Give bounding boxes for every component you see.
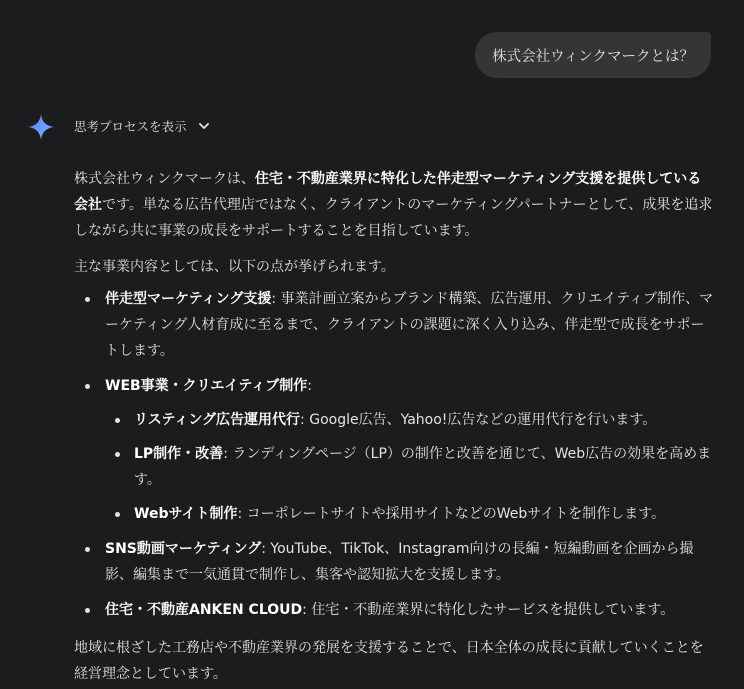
intro-suffix: です。単なる広告代理店ではなく、クライアントのマーケティングパートナーとして、成果を追求しながら共に事業の成長をサポートすることを目指しています。 bbox=[74, 197, 713, 239]
subitem-title: リスティング広告運用代行 bbox=[134, 412, 301, 428]
user-message-bubble bbox=[475, 32, 711, 78]
item-title: 伴走型マーケティング支援 bbox=[105, 291, 272, 307]
business-list bbox=[74, 286, 714, 623]
show-thoughts-label: 思考プロセスを表示 bbox=[74, 119, 187, 134]
sublist-item bbox=[105, 407, 714, 433]
item-desc: : bbox=[307, 378, 312, 394]
list-item bbox=[74, 373, 714, 527]
item-desc: : 事業計画立案からブランド構築、広告運用、クリエイティブ制作、マーケティング人材育成に至るまで、クライアントの課題に深く入り込み、伴走型で成長をサポートします。 bbox=[105, 291, 714, 359]
sublist-item bbox=[105, 501, 714, 527]
subitem-desc: : ランディングページ（LP）の制作と改善を通じて、Web広告の効果を高めます。 bbox=[134, 446, 712, 488]
user-message-text: 株式会社ウィンクマークとは？ bbox=[492, 48, 694, 65]
subitem-title: Webサイト制作 bbox=[134, 506, 238, 522]
intro-bold: 住宅・不動産業界に特化した伴走型マーケティング支援を提供している会社 bbox=[74, 171, 702, 213]
show-thoughts-toggle[interactable] bbox=[74, 117, 211, 135]
chevron-down-icon bbox=[197, 119, 211, 133]
sublist-item bbox=[105, 441, 714, 493]
subitem-title: LP制作・改善 bbox=[134, 446, 224, 462]
list-item bbox=[74, 536, 714, 588]
item-desc: : YouTube、TikTok、Instagram向けの長編・短編動画を企画から撮影、編集まで一気通貫で制作し、集客や認知拡大を支援します。 bbox=[105, 541, 694, 583]
item-title: SNS動画マーケティング bbox=[105, 541, 262, 557]
assistant-response bbox=[74, 166, 714, 687]
item-title: 住宅・不動産ANKEN CLOUD bbox=[105, 602, 303, 618]
intro-prefix: 株式会社ウィンクマークは、 bbox=[74, 171, 255, 187]
list-item bbox=[74, 286, 714, 364]
item-desc: : 住宅・不動産業界に特化したサービスを提供しています。 bbox=[302, 602, 675, 618]
response-intro bbox=[74, 166, 714, 244]
web-sublist bbox=[105, 407, 714, 527]
list-item bbox=[74, 597, 714, 623]
response-lead: 主な事業内容としては、以下の点が挙げられます。 bbox=[74, 259, 395, 275]
subitem-desc: : Google広告、Yahoo!広告などの運用代行を行います。 bbox=[300, 412, 657, 428]
gemini-spark-icon bbox=[26, 112, 56, 142]
subitem-desc: : コーポレートサイトや採用サイトなどのWebサイトを制作します。 bbox=[237, 506, 666, 522]
item-title: WEB事業・クリエイティブ制作 bbox=[105, 378, 308, 394]
response-outro: 地域に根ざした工務店や不動産業界の発展を支援することで、日本全体の成長に貢献していくことを経営理念としています。 bbox=[74, 640, 704, 682]
